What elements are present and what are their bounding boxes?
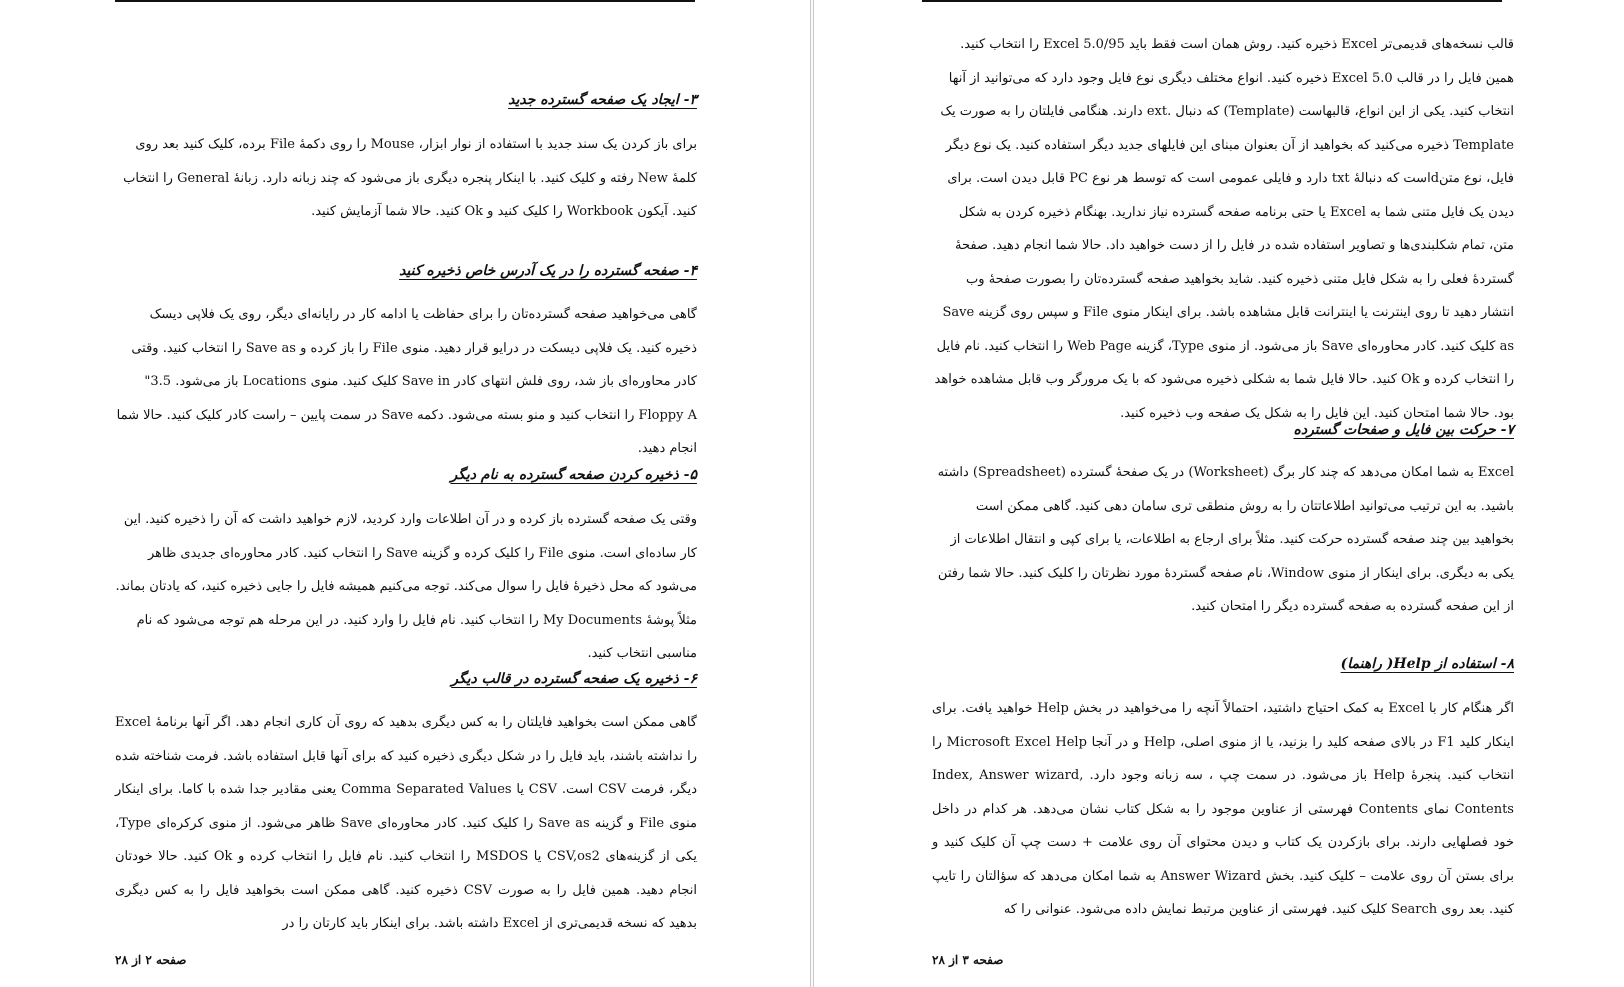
- section-8: [932, 656, 1514, 672]
- section-6: [115, 671, 697, 687]
- section-7-body: [932, 456, 1514, 624]
- section-7: [932, 422, 1514, 438]
- section-paragraph: قالب نسخه‌های قدیمی‌تر Excel ذخیره کنید. روش همان است فقط باید Excel 5.0/95 را انتخاب کنید. همین فایل را در قالب Excel 5.0 ذخیره کنید. انواع مختلف دیگری نوع فایل وجود دارد که می‌توانید از آنها انتخاب کنید. یکی از این انواع، قالبهاست (Template) که دنبال .ext دارند. هنگامی فایلتان را به صورت یک Template ذخیره می‌کنید که بخواهید از آن بعنوان مبنای این فایلهای جدید دیگر استفاده کنید. یک نوع دیگر فایل، نوع متنdاست که دنبالهٔ txt دارد و فایلی عمومی است که توسط هر نوع PC قابل دیدن است. برای دیدن یک فایل متنی شما به Excel یا حتی برنامه صفحه گسترده نیاز ندارید. بهنگام ذخیره کردن به شکل متن، تمام شکلبندی‌ها و تصاویر استفاده شده در فایل را از دست خواهید داد. حالا شما انجام دهید. صفحهٔ گستردهٔ فعلی را به شکل فایل متنی ذخیره کنید. شاید بخواهید صفحه گسترده‌تان را بصورت صفحهٔ وب انتشار دهید تا روی اینترنت یا اینترانت قابل مشاهده باشد. برای اینکار منوی File و سپس روی گزینه Save as کلیک کنید. کادر محاوره‌ای Save باز می‌شود. از منوی Type، گزینه Web Page را انتخاب کنید. نام فایل را انتخاب کرده و Ok کنید. حالا فایل شما به شکلی ذخیره می‌شود که با یک مرورگر وب قابل مشاهده خواهد بود. حالا شما امتحان کنید. این فایل را به شکل یک صفحه وب ذخیره کنید.: [934, 37, 1514, 421]
- page-number: صفحه ۳ از ۲۸: [932, 953, 1004, 967]
- page-number: صفحه ۲ از ۲۸: [115, 953, 187, 967]
- section-6-body: [115, 706, 697, 941]
- section-paragraph: گاهی ممکن است بخواهید فایلتان را به کس دیگری بدهید که روی آن کاری انجام دهد. اگر آنها برنامهٔ Excel را نداشته باشند، باید فایل را در شکل دیگری ذخیره کنید که برای آنها قابل استفاده باشد. فرمت شناخته شده دیگر، فرمت CSV است. CSV یا Comma Separated Values یعنی مقادیر جدا شده با کاما. برای اینکار منوی File و گزینه Save as را کلیک کنید. کادر محاوره‌ای Save ظاهر می‌شود. از منوی کرکره‌ای Type، یکی از گزینه‌های CSV,os2 یا MSDOS را انتخاب کنید. نام فایل را انتخاب کرده و Ok کنید. حالا خودتان انجام دهید. همین فایل را به صورت CSV ذخیره کنید. گاهی ممکن است بخواهید فایل را به کس دیگری بدهید که نسخه قدیمی‌تری از Excel داشته باشد. برای اینکار باید کارتان را در: [115, 715, 698, 931]
- section-heading: ۸- استفاده از Help( راهنما): [1340, 656, 1514, 672]
- section-heading: ۶- ذخیره یک صفحه گسترده در قالب دیگر: [451, 671, 697, 687]
- right-page: [812, 0, 1624, 987]
- section-paragraph: اگر هنگام کار با Excel به کمک احتیاج داشتید، احتمالاً آنچه را می‌خواهید در بخش Help خواهید یافت. برای اینکار کلید F1 در بالای صفحه کلید را بزنید، یا از منوی اصلی، Help و در آنجا Microsoft Excel Help را انتخاب کنید. پنجرهٔ Help باز می‌شود. در سمت چپ ، سه زبانه وجود دارد. Index, Answer wizard, Contents نمای Contents فهرستی از عناوین موجود را به شکل کتاب نشان می‌دهد. هر کدام در داخل خود فصلهایی دارند. برای بازکردن یک کتاب و دیدن محتوای آن روی علامت + دست چپ آن کلیک کنید و برای بستن آن روی علامت – کلیک کنید. بخش Answer Wizard به شما امکان می‌دهد که سؤالتان را تایپ کنید. بعد روی Search کلیک کنید. فهرستی از عناوین مرتبط نمایش داده می‌شود. عنوانی را که: [932, 701, 1515, 917]
- section-paragraph: برای باز کردن یک سند جدید با استفاده از نوار ابزار، Mouse را روی دکمهٔ File برده، کلیک کنید بعد روی کلمهٔ New رفته و کلیک کنید. با اینکار پنجره دیگری باز می‌شود که چند زبانه دارد. زبانهٔ General را انتخاب کنید. آیکون Workbook را کلیک کنید و Ok کنید. حالا شما آزمایش کنید.: [123, 137, 697, 219]
- section-4-body: [115, 298, 697, 466]
- section-3: [115, 92, 697, 108]
- section-heading: ۴- صفحه گسترده را در یک آدرس خاص ذخیره کنید: [399, 263, 697, 279]
- section-5: [115, 467, 697, 483]
- section-3-body: [115, 128, 697, 229]
- section-4: [115, 263, 697, 279]
- section-paragraph: وقتی یک صفحه گسترده باز کرده و در آن اطلاعات وارد کردید، لازم خواهید داشت که آن را ذخیره کنید. این کار ساده‌ای است. منوی File را کلیک کرده و گزینه Save را انتخاب کنید. کادر محاوره‌ای جدیدی ظاهر می‌شود که محل ذخیرهٔ فایل را سوال می‌کند. توجه می‌کنیم همیشه فایل را جایی ذخیره کنید، که یادتان بماند. مثلاً پوشهٔ My Documents را انتخاب کنید. نام فایل را وارد کنید. در این مرحله هم توجه می‌شود که نام مناسبی انتخاب کنید.: [115, 512, 697, 661]
- continued-section: [932, 28, 1514, 430]
- section-paragraph: Excel به شما امکان می‌دهد که چند کار برگ (Worksheet) در یک صفحهٔ گسترده (Spreadsheet) داشته باشید. به این ترتیب می‌توانید اطلاعاتتان را به روش منطقی تری سامان دهی کنید. گاهی ممکن است بخواهید بین چند صفحه گسترده حرکت کنید. مثلاً برای ارجاع به اطلاعات، یا برای کپی و انتقال اطلاعات از یکی به دیگری. برای اینکار از منوی Window، نام صفحه گستردهٔ مورد نظرتان را کلیک کنید. حالا شما رفتن از این صفحه گسترده به صفحه گسترده دیگر را امتحان کنید.: [937, 465, 1514, 614]
- section-5-body: [115, 503, 697, 671]
- section-paragraph: گاهی می‌خواهید صفحه گسترده‌تان را برای حفاظت یا ادامه کار در رایانه‌ای دیگر، روی یک فلاپی دیسک ذخیره کنید. یک فلاپی دیسکت در درایو قرار دهید. منوی File را باز کرده و Save as را انتخاب کنید. وقتی کادر محاوره‌ای باز شد، روی فلش انتهای کادر Save in کلیک کنید. منوی Locations باز می‌شود. 3.5" Floppy A را انتخاب کنید و منو بسته می‌شود. دکمه Save در سمت پایین – راست کادر کلیک کنید. حالا شما انجام دهید.: [116, 307, 697, 456]
- section-heading: ۵- ذخیره کردن صفحه گسترده به نام دیگر: [450, 467, 697, 483]
- section-8-body: [932, 692, 1514, 927]
- top-rule: [115, 0, 695, 2]
- section-heading: ۳- ایجاد یک صفحه گسترده جدید: [508, 92, 697, 108]
- section-heading: ۷- حرکت بین فایل و صفحات گسترده: [1293, 422, 1514, 438]
- top-rule: [922, 0, 1502, 2]
